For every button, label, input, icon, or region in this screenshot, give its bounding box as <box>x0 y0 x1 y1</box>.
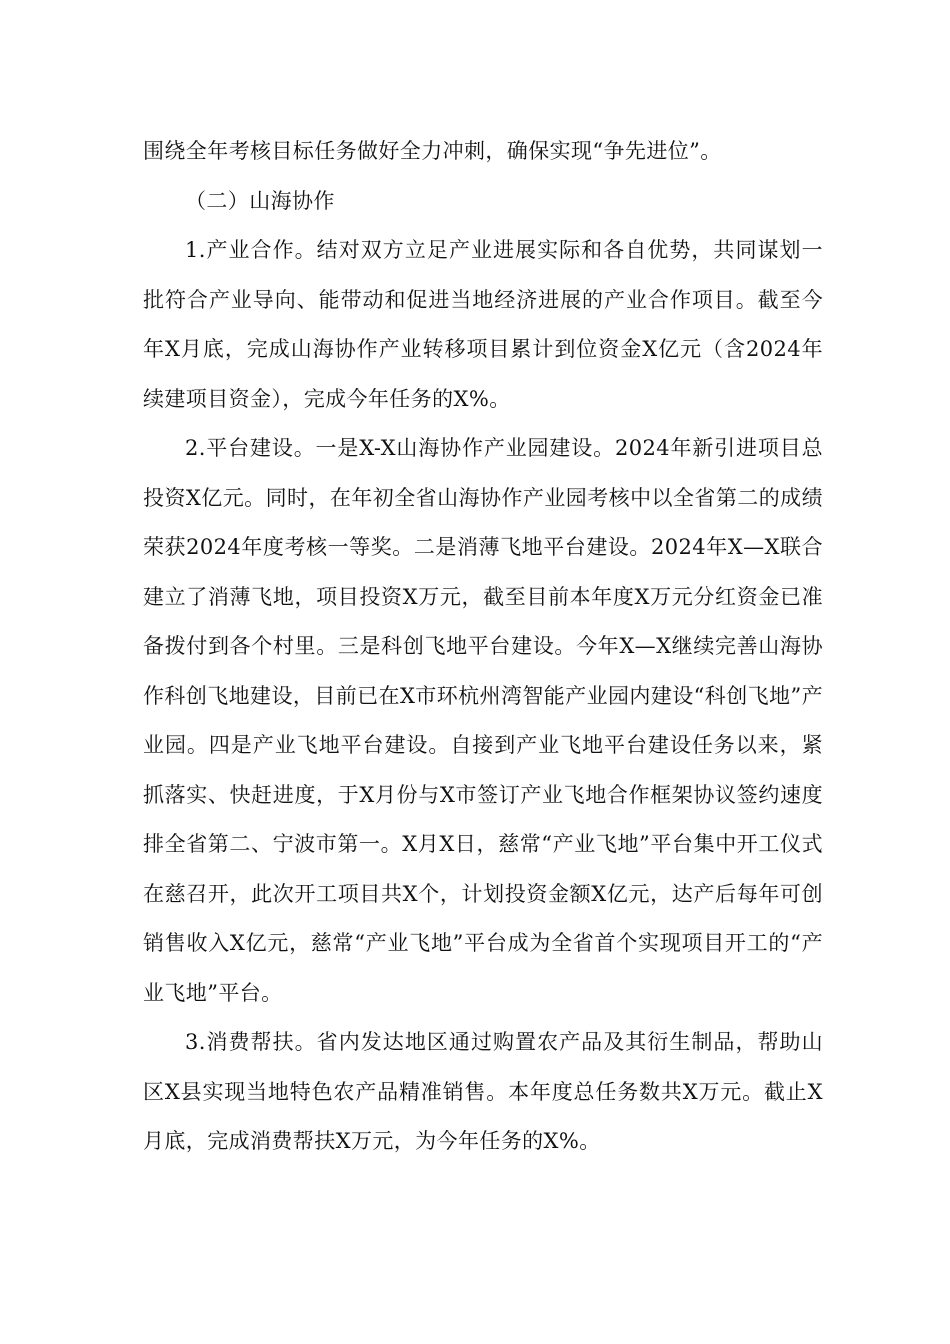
document-body <box>143 127 823 1167</box>
paragraph-continuation: 围绕全年考核目标任务做好全力冲刺，确保实现“争先进位”。 <box>143 139 722 163</box>
section-heading-shanhai: （二）山海协作 <box>185 188 335 213</box>
paragraph-consumption-assistance: 3.消费帮扶。省内发达地区通过购置农产品及其衍生制品，帮助山区X县实现当地特色农产品精准销售。本年度总任务数共X万元。截止X月底，完成消费帮扶X万元，为今年任务的X%。 <box>143 1030 823 1153</box>
paragraph-industry-cooperation: 1.产业合作。结对双方立足产业进展实际和各自优势，共同谋划一批符合产业导向、能带动和促进当地经济进展的产业合作项目。截至今年X月底，完成山海协作产业转移项目累计到位资金X亿元（含2024年续建项目资金），完成今年任务的X%。 <box>143 238 823 411</box>
paragraph-platform-construction: 2.平台建设。一是X-X山海协作产业园建设。2024年新引进项目总投资X亿元。同时，在年初全省山海协作产业园考核中以全省第二的成绩荣获2024年度考核一等奖。二是消薄飞地平台建设。2024年X—X联合建立了消薄飞地，项目投资X万元，截至目前本年度X万元分红资金已准备拨付到各个村里。三是科创飞地平台建设。今年X—X继续完善山海协作科创飞地建设，目前已在X市环杭州湾智能产业园内建设“科创飞地”产业园。四是产业飞地平台建设。自接到产业飞地平台建设任务以来，紧抓落实、快赶进度，于X月份与X市签订产业飞地合作框架协议签约速度排全省第二、宁波市第一。X月X日，慈常“产业飞地”平台集中开工仪式在慈召开，此次开工项目共X个，计划投资金额X亿元，达产后每年可创销售收入X亿元，慈常“产业飞地”平台成为全省首个实现项目开工的“产业飞地”平台。 <box>143 436 823 1005</box>
